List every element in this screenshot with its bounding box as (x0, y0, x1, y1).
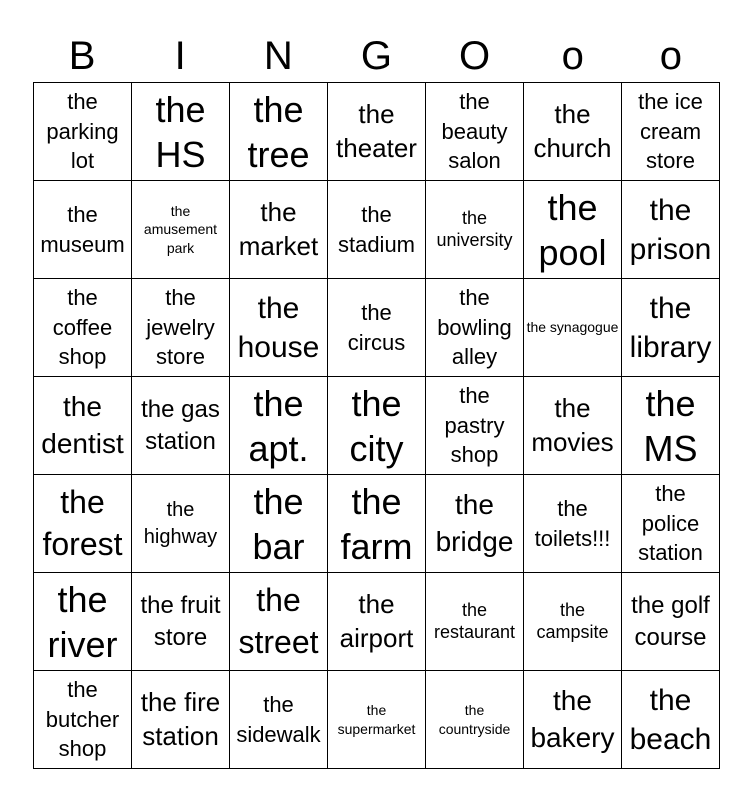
bingo-cell-label: the toilets!!! (534, 495, 611, 551)
bingo-cell-label: the river (47, 578, 118, 665)
bingo-cell-label: the pastry shop (444, 382, 505, 468)
bingo-cell[interactable] (622, 377, 720, 475)
bingo-cell-label: the theater (336, 98, 417, 163)
bingo-cell[interactable] (524, 573, 622, 671)
bingo-row (34, 279, 720, 377)
bingo-cell[interactable] (132, 377, 230, 475)
bingo-cell[interactable] (132, 279, 230, 377)
bingo-cell-label: the house (237, 291, 320, 364)
bingo-cell-label: the bowling alley (437, 284, 512, 370)
bingo-cell-label: the butcher shop (45, 676, 120, 762)
bingo-cell[interactable] (622, 181, 720, 279)
bingo-cell[interactable] (524, 475, 622, 573)
bingo-cell-label: the restaurant (433, 599, 516, 642)
bingo-cell-label: the dentist (41, 391, 124, 459)
bingo-cell[interactable] (230, 83, 328, 181)
bingo-cell-label: the gas station (141, 396, 220, 455)
header-letter-i: I (174, 34, 186, 78)
bingo-cell[interactable] (132, 181, 230, 279)
bingo-cell[interactable] (34, 573, 132, 671)
bingo-cell[interactable] (34, 181, 132, 279)
bingo-cell-label: the highway (143, 498, 218, 548)
bingo-cell[interactable] (132, 83, 230, 181)
bingo-cell-label: the stadium (337, 201, 416, 257)
bingo-cell[interactable] (34, 83, 132, 181)
bingo-row (34, 573, 720, 671)
bingo-cell-label: the airport (339, 588, 414, 653)
bingo-cell-label: the HS (155, 88, 206, 175)
bingo-cell[interactable] (230, 279, 328, 377)
bingo-cell-label: the ice cream store (638, 88, 703, 174)
bingo-cell-label: the parking lot (46, 88, 119, 174)
bingo-cell[interactable] (426, 573, 524, 671)
bingo-cell[interactable] (426, 279, 524, 377)
bingo-cell[interactable] (328, 83, 426, 181)
bingo-cell[interactable] (132, 671, 230, 769)
bingo-cell[interactable] (132, 475, 230, 573)
bingo-cell-label: the street (238, 581, 319, 660)
bingo-cell[interactable] (230, 671, 328, 769)
bingo-cell[interactable] (622, 475, 720, 573)
bingo-cell[interactable] (524, 83, 622, 181)
bingo-cell-label: the city (349, 382, 404, 469)
bingo-cell-label: the amusement park (143, 203, 218, 256)
bingo-cell-label: the bar (252, 480, 305, 567)
bingo-row (34, 475, 720, 573)
bingo-cell-label: the pool (538, 186, 607, 273)
bingo-cell-label: the beach (629, 683, 712, 756)
bingo-cell-label: the library (629, 291, 712, 364)
bingo-cell-label: the jewelry store (146, 284, 215, 370)
bingo-cell-label: the campsite (536, 599, 609, 642)
bingo-cell[interactable] (426, 377, 524, 475)
bingo-cell[interactable] (34, 671, 132, 769)
bingo-cell-label: the prison (629, 193, 712, 266)
bingo-cell[interactable] (230, 573, 328, 671)
bingo-cell[interactable] (328, 279, 426, 377)
bingo-row (34, 377, 720, 475)
bingo-cell[interactable] (328, 573, 426, 671)
bingo-cell-label: the market (238, 196, 319, 261)
bingo-cell[interactable] (524, 671, 622, 769)
bingo-cell-label: the movies (531, 392, 614, 457)
header-letter-o-small-2: o (659, 34, 682, 78)
bingo-cell[interactable] (524, 377, 622, 475)
bingo-row (34, 671, 720, 769)
header-letter-b: B (68, 34, 96, 78)
bingo-cell-label: the circus (347, 299, 406, 355)
bingo-cell[interactable] (524, 279, 622, 377)
bingo-cell[interactable] (230, 181, 328, 279)
bingo-cell-label: the forest (42, 483, 123, 562)
bingo-cell[interactable] (328, 181, 426, 279)
bingo-cell[interactable] (230, 475, 328, 573)
bingo-cell-label: the MS (643, 382, 698, 469)
bingo-cell[interactable] (426, 475, 524, 573)
bingo-cell[interactable] (328, 671, 426, 769)
bingo-cell-label: the apt. (248, 382, 309, 469)
bingo-cell-label: the church (533, 98, 612, 163)
bingo-cell[interactable] (328, 377, 426, 475)
bingo-cell-label: the university (436, 207, 513, 250)
bingo-cell[interactable] (34, 377, 132, 475)
bingo-cell[interactable] (230, 377, 328, 475)
bingo-cell-label: the museum (40, 201, 125, 257)
bingo-cell[interactable] (622, 671, 720, 769)
bingo-cell-label: the supermarket (337, 702, 416, 737)
bingo-row (34, 83, 720, 181)
bingo-cell-label: the fruit store (140, 592, 221, 651)
bingo-cell[interactable] (328, 475, 426, 573)
bingo-cell-label: the bridge (435, 489, 514, 557)
bingo-cell[interactable] (34, 475, 132, 573)
bingo-cell[interactable] (524, 181, 622, 279)
bingo-cell[interactable] (622, 279, 720, 377)
header-letter-o: O (459, 34, 491, 78)
bingo-cell-label: the golf course (631, 592, 710, 651)
bingo-cell-label: the bakery (530, 685, 615, 753)
bingo-cell-label: the tree (247, 88, 310, 175)
bingo-cell[interactable] (426, 83, 524, 181)
bingo-grid (33, 82, 720, 769)
bingo-cell[interactable] (426, 671, 524, 769)
bingo-cell[interactable] (34, 279, 132, 377)
bingo-cell[interactable] (132, 573, 230, 671)
bingo-cell[interactable] (622, 573, 720, 671)
bingo-cell-label: the fire station (140, 686, 221, 751)
bingo-cell-label: the sidewalk (236, 691, 321, 747)
bingo-row (34, 181, 720, 279)
header-letter-o-small-1: o (561, 34, 584, 78)
header-letter-g: G (360, 34, 392, 78)
bingo-cell-label: the countryside (438, 702, 511, 737)
header-letter-n: N (263, 34, 293, 78)
bingo-cell[interactable] (622, 83, 720, 181)
bingo-cell-label: the farm (340, 480, 413, 567)
bingo-cell[interactable] (426, 181, 524, 279)
bingo-cell-label: the coffee shop (52, 284, 113, 370)
bingo-cell-label: the police station (638, 480, 703, 566)
bingo-cell-label: the beauty salon (441, 88, 508, 174)
bingo-cell-label: the synagogue (526, 319, 619, 336)
bingo-header (33, 30, 720, 82)
